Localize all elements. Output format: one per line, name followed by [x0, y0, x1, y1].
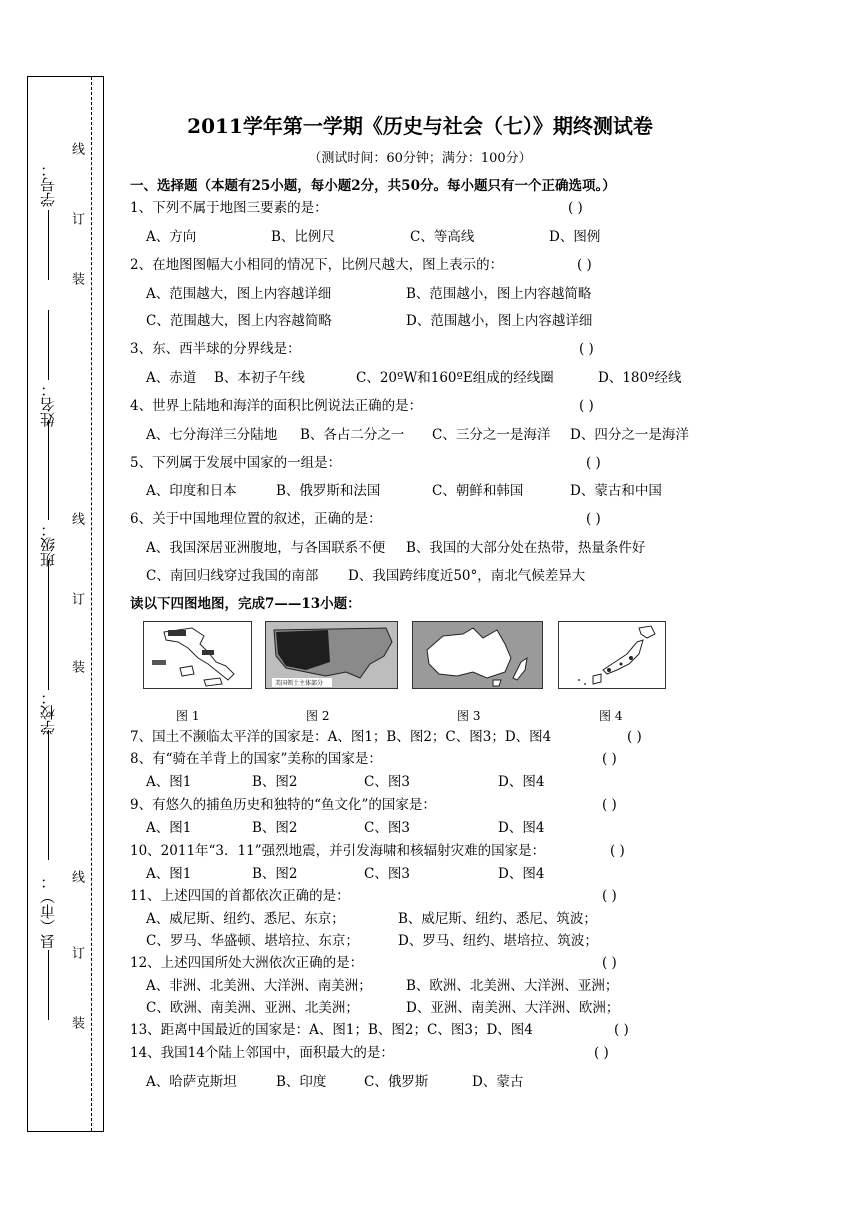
- class-label: 班级：: [39, 522, 57, 567]
- q6-option-d: D、我国跨纬度近50°，南北气候差异大: [348, 568, 586, 584]
- q4-answer-blank[interactable]: ( ): [579, 398, 594, 414]
- maps-intro: 读以下四图地图，完成7——13小题：: [130, 596, 361, 612]
- binding-zhuang-1: 装: [69, 272, 84, 286]
- q8-option-c: C、图3: [364, 774, 410, 790]
- name-line-lower[interactable]: [48, 420, 49, 520]
- q6-answer-blank[interactable]: ( ): [586, 511, 601, 527]
- q8-stem: 8、有“骑在羊背上的国家”美称的国家是：: [130, 751, 382, 767]
- q12-stem: 12、上述四国所处大洲依次正确的是：: [130, 955, 364, 971]
- q9-option-d: D、图4: [498, 820, 545, 836]
- binding-zhuang-3: 装: [69, 1016, 84, 1030]
- binding-ding-1: 订: [69, 212, 84, 226]
- q5-option-d: D、蒙古和中国: [570, 483, 662, 499]
- binding-zhuang-2: 装: [69, 660, 84, 674]
- q12-answer-blank[interactable]: ( ): [602, 955, 617, 971]
- q14-option-a: A、哈萨克斯坦: [146, 1074, 237, 1090]
- q11-option-a: A、威尼斯、纽约、悉尼、东京；: [146, 911, 345, 927]
- q11-option-c: C、罗马、华盛顿、堪培拉、东京；: [146, 933, 359, 949]
- q13-stem: 13、距离中国最近的国家是：A、图1；B、图2；C、图3；D、图4: [130, 1022, 533, 1038]
- q4-option-a: A、七分海洋三分陆地: [146, 427, 278, 443]
- q11-stem: 11、上述四国的首都依次正确的是：: [130, 888, 350, 904]
- q10-option-d: D、图4: [498, 866, 545, 882]
- q1-option-a: A、方向: [146, 229, 197, 245]
- q3-option-b: B、本初子午线: [214, 370, 305, 386]
- exam-title: 2011学年第一学期《历史与社会（七）》期终测试卷: [187, 114, 653, 138]
- q2-stem: 2、在地图图幅大小相同的情况下，比例尺越大，图上表示的：: [130, 257, 504, 273]
- q2-answer-blank[interactable]: ( ): [577, 257, 592, 273]
- q12-option-a: A、非洲、北美洲、大洋洲、南美洲；: [146, 978, 372, 994]
- q3-option-d: D、180º经线: [598, 370, 682, 386]
- q11-option-b: B、威尼斯、纽约、悉尼、筑波；: [398, 911, 597, 927]
- q1-option-b: B、比例尺: [271, 229, 335, 245]
- q5-option-a: A、印度和日本: [146, 483, 237, 499]
- q13-answer-blank[interactable]: ( ): [614, 1022, 629, 1038]
- student-no-line[interactable]: [48, 210, 49, 280]
- figure-1-label: 图 1: [176, 709, 200, 723]
- q2-option-b: B、范围越小，图上内容越简略: [406, 286, 592, 302]
- fig2-caption: 美国领土主体部分: [275, 680, 324, 687]
- q12-option-d: D、亚洲、南美洲、大洋洲、欧洲；: [406, 1000, 620, 1016]
- binding-xian-2: 线: [69, 512, 84, 526]
- class-line[interactable]: [48, 560, 49, 690]
- q1-answer-blank[interactable]: ( ): [568, 200, 583, 216]
- student-no-label: 学号：: [39, 162, 57, 207]
- figure-4-label: 图 4: [599, 709, 623, 723]
- q10-answer-blank[interactable]: ( ): [610, 843, 625, 859]
- figure-2-usa-map: [265, 621, 398, 689]
- q2-option-c: C、范围越大，图上内容越简略: [146, 313, 332, 329]
- q5-stem: 5、下列属于发展中国家的一组是：: [130, 455, 342, 471]
- q14-option-b: B、印度: [276, 1074, 327, 1090]
- q8-option-d: D、图4: [498, 774, 545, 790]
- school-label: 学校：: [39, 690, 57, 735]
- name-label: 姓名：: [39, 382, 57, 427]
- q9-option-b: B、图2: [252, 820, 298, 836]
- q3-option-a: A、赤道: [146, 370, 197, 386]
- figure-2-label: 图 2: [306, 709, 330, 723]
- q9-option-a: A、图1: [146, 820, 192, 836]
- q2-option-d: D、范围越小，图上内容越详细: [406, 313, 593, 329]
- figure-3-label: 图 3: [457, 709, 481, 723]
- q7-stem: 7、国土不濒临太平洋的国家是：A、图1；B、图2；C、图3；D、图4: [130, 729, 552, 745]
- q14-stem: 14、我国14个陆上邻国中，面积最大的是：: [130, 1045, 394, 1061]
- q8-option-a: A、图1: [146, 774, 192, 790]
- binding-ding-2: 订: [69, 592, 84, 606]
- binding-xian-3: 线: [69, 870, 84, 884]
- school-line[interactable]: [48, 730, 49, 860]
- q12-option-b: B、欧洲、北美洲、大洋洲、亚洲；: [406, 978, 619, 994]
- q10-option-b: B、图2: [252, 866, 298, 882]
- q8-answer-blank[interactable]: ( ): [602, 751, 617, 767]
- county-label: 县（市）：: [39, 874, 57, 949]
- section1-heading: 一、选择题（本题有25小题，每小题2分，共50分。每小题只有一个正确选项。）: [130, 178, 616, 194]
- q10-option-a: A、图1: [146, 866, 192, 882]
- q3-answer-blank[interactable]: ( ): [579, 341, 594, 357]
- q4-option-d: D、四分之一是海洋: [570, 427, 689, 443]
- figure-3-australia-map: [412, 621, 543, 689]
- county-line[interactable]: [48, 950, 49, 1020]
- q6-option-c: C、南回归线穿过我国的南部: [146, 568, 319, 584]
- q10-option-c: C、图3: [364, 866, 410, 882]
- q14-option-c: C、俄罗斯: [364, 1074, 429, 1090]
- name-line[interactable]: [48, 310, 49, 380]
- q6-option-a: A、我国深居亚洲腹地，与各国联系不便: [146, 540, 386, 556]
- q3-option-c: C、20ºW和160ºE组成的经线圈: [356, 370, 554, 386]
- q3-stem: 3、东、西半球的分界线是：: [130, 341, 301, 357]
- q7-answer-blank[interactable]: ( ): [627, 729, 642, 745]
- q9-answer-blank[interactable]: ( ): [602, 797, 617, 813]
- binding-margin: [27, 76, 104, 1132]
- q4-stem: 4、世界上陆地和海洋的面积比例说法正确的是：: [130, 398, 423, 414]
- exam-subtitle: （测试时间：60分钟；满分：100分）: [308, 151, 532, 166]
- q1-stem: 1、下列不属于地图三要素的是：: [130, 200, 328, 216]
- q14-answer-blank[interactable]: ( ): [594, 1045, 609, 1061]
- q4-option-c: C、三分之一是海洋: [432, 427, 551, 443]
- q14-option-d: D、蒙古: [472, 1074, 524, 1090]
- q5-answer-blank[interactable]: ( ): [586, 455, 601, 471]
- q8-option-b: B、图2: [252, 774, 298, 790]
- q1-option-d: D、图例: [549, 229, 601, 245]
- binding-dashed-line: [91, 77, 92, 1131]
- q10-stem: 10、2011年“3．11”强烈地震，并引发海啸和核辐射灾难的国家是：: [130, 843, 546, 859]
- q6-stem: 6、关于中国地理位置的叙述，正确的是：: [130, 511, 382, 527]
- q5-option-c: C、朝鲜和韩国: [432, 483, 524, 499]
- q9-option-c: C、图3: [364, 820, 410, 836]
- binding-ding-3: 订: [69, 946, 84, 960]
- q11-option-d: D、罗马、纽约、堪培拉、筑波；: [398, 933, 598, 949]
- q11-answer-blank[interactable]: ( ): [602, 888, 617, 904]
- binding-xian-1: 线: [69, 142, 84, 156]
- q12-option-c: C、欧洲、南美洲、亚洲、北美洲；: [146, 1000, 359, 1016]
- q5-option-b: B、俄罗斯和法国: [276, 483, 381, 499]
- q4-option-b: B、各占二分之一: [300, 427, 405, 443]
- figure-4-japan-map: [558, 621, 666, 689]
- figure-1-italy-map: [143, 621, 252, 689]
- q9-stem: 9、有悠久的捕鱼历史和独特的“鱼文化”的国家是：: [130, 797, 436, 813]
- q1-option-c: C、等高线: [410, 229, 475, 245]
- q6-option-b: B、我国的大部分处在热带，热量条件好: [406, 540, 646, 556]
- q2-option-a: A、范围越大，图上内容越详细: [146, 286, 332, 302]
